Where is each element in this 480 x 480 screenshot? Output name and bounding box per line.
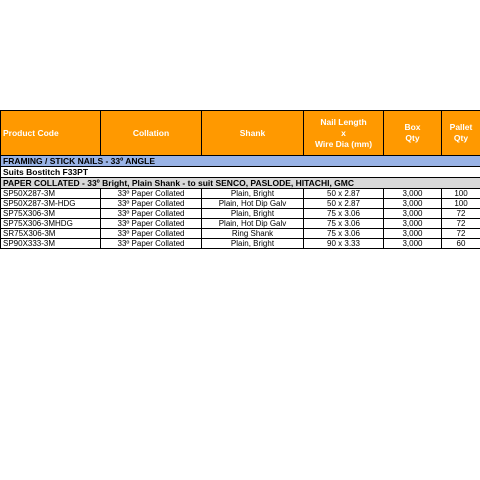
collated-row (1, 178, 480, 189)
cell-size: 50 x 2.87 (304, 189, 384, 199)
table-row (1, 239, 480, 249)
cell-product-code: SP50X287-3M-HDG (1, 199, 101, 209)
cell-product-code: SP75X306-3M (1, 209, 101, 219)
cell-pallet-qty: 72 (442, 209, 480, 219)
cell-box-qty: 3,000 (384, 209, 442, 219)
cell-size: 75 x 3.06 (304, 219, 384, 229)
table-row (1, 209, 480, 219)
header-box-qty: Box Qty (384, 111, 442, 156)
cell-box-qty: 3,000 (384, 189, 442, 199)
cell-collation: 33º Paper Collated (101, 229, 202, 239)
cell-size: 75 x 3.06 (304, 229, 384, 239)
cell-box-qty: 3,000 (384, 199, 442, 209)
cell-box-qty: 3,000 (384, 219, 442, 229)
cell-product-code: SP75X306-3MHDG (1, 219, 101, 229)
header-collation: Collation (101, 111, 202, 156)
suits-row (1, 167, 480, 178)
cell-collation: 33º Paper Collated (101, 189, 202, 199)
cell-shank: Plain, Bright (202, 189, 304, 199)
cell-pallet-qty: 60 (442, 239, 480, 249)
header-product-code: Product Code (1, 111, 101, 156)
table-row (1, 229, 480, 239)
table-row (1, 199, 480, 209)
cell-box-qty: 3,000 (384, 239, 442, 249)
cell-size: 90 x 3.33 (304, 239, 384, 249)
suits-label: Suits Bostitch F33PT (1, 167, 480, 178)
cell-pallet-qty: 72 (442, 229, 480, 239)
header-nail-length: Nail Length x Wire Dia (mm) (304, 111, 384, 156)
cell-shank: Plain, Hot Dip Galv (202, 199, 304, 209)
cell-collation: 33º Paper Collated (101, 239, 202, 249)
table-row (1, 189, 480, 199)
collated-title: PAPER COLLATED - 33º Bright, Plain Shank - to suit SENCO, PASLODE, HITACHI, GMC (1, 178, 480, 189)
cell-shank: Ring Shank (202, 229, 304, 239)
cell-shank: Plain, Hot Dip Galv (202, 219, 304, 229)
cell-product-code: SP90X333-3M (1, 239, 101, 249)
cell-shank: Plain, Bright (202, 239, 304, 249)
cell-product-code: SP50X287-3M (1, 189, 101, 199)
section-title: FRAMING / STICK NAILS - 33º ANGLE (1, 156, 480, 167)
product-sheet (0, 110, 480, 249)
header-row (1, 111, 480, 156)
cell-box-qty: 3,000 (384, 229, 442, 239)
cell-collation: 33º Paper Collated (101, 219, 202, 229)
table-row (1, 219, 480, 229)
product-table (0, 110, 480, 249)
cell-pallet-qty: 100 (442, 199, 480, 209)
cell-product-code: SR75X306-3M (1, 229, 101, 239)
cell-collation: 33º Paper Collated (101, 209, 202, 219)
cell-pallet-qty: 72 (442, 219, 480, 229)
header-shank: Shank (202, 111, 304, 156)
cell-shank: Plain, Bright (202, 209, 304, 219)
cell-size: 75 x 3.06 (304, 209, 384, 219)
cell-pallet-qty: 100 (442, 189, 480, 199)
section-row (1, 156, 480, 167)
header-pallet-qty: Pallet Qty (442, 111, 480, 156)
cell-size: 50 x 2.87 (304, 199, 384, 209)
cell-collation: 33º Paper Collated (101, 199, 202, 209)
